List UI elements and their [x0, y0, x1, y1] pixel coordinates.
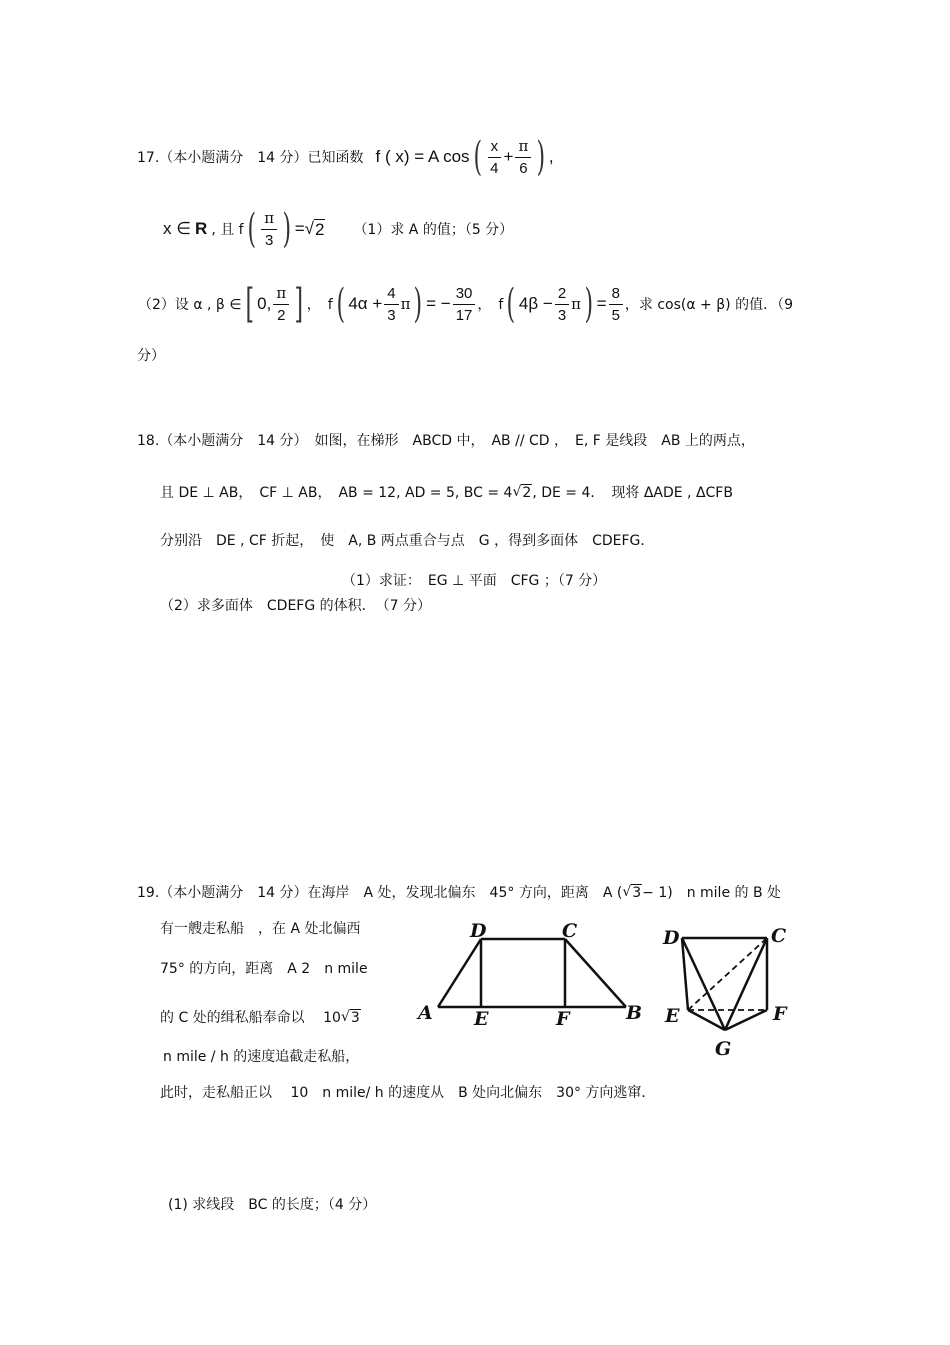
- q17-p2-d: ，求 cos(α + β) 的值．（9: [624, 297, 793, 313]
- sqrt-sign: √: [340, 1009, 350, 1025]
- q17-head: 17.（本小题满分 14 分）已知函数: [137, 150, 364, 166]
- q17-line3: [138, 280, 793, 328]
- label-G: G: [715, 1038, 732, 1060]
- bracket-right: ]: [294, 281, 304, 327]
- q18-line5: （2）求多面体 CDEFG 的体积． （7 分）: [160, 598, 432, 614]
- q17-frac-x4: $\frac{x}{4}$: [487, 138, 501, 177]
- q19-line5: n mile / h 的速度追截走私船，: [163, 1049, 360, 1065]
- q19-line2: 有一艘走私船 ，在 A 处北偏西: [160, 921, 361, 937]
- q19-line1: [137, 882, 781, 902]
- paren-left: (: [336, 281, 345, 327]
- paren-left: (: [473, 134, 482, 180]
- sqrt-sign: √: [304, 219, 314, 238]
- q18-l2-b: , DE = 4． 现将 ΔADE , ΔCFB: [532, 485, 733, 501]
- q19-l4-a: 的 C 处的缉私船奉命以 10: [160, 1010, 341, 1026]
- polyhedron-figure: [655, 918, 795, 1063]
- q17-frac-pi6: $\frac{\pi}{6}$: [515, 138, 531, 177]
- x-in: x ∈: [163, 219, 192, 238]
- label-D2: D: [663, 927, 680, 949]
- frac-pi2: $\frac{\pi}{2}$: [273, 285, 289, 324]
- paren-right: ): [282, 206, 292, 252]
- q18-line2: [160, 482, 733, 502]
- q17-line2: [163, 206, 513, 252]
- and-f: , 且 f: [211, 222, 244, 238]
- sqrt-2: 2: [314, 219, 325, 239]
- paren-left: (: [247, 206, 256, 252]
- q17-p2-c: ， f: [477, 297, 504, 313]
- label-C2: C: [771, 925, 787, 947]
- label-F: F: [556, 1008, 570, 1030]
- sqrt-3: 3: [350, 1009, 360, 1026]
- plus: +: [503, 147, 514, 166]
- bracket-left: [: [245, 281, 254, 327]
- q19-line3: 75° 的方向，距离 A 2 n mile: [160, 961, 368, 977]
- comma: ,: [548, 147, 554, 166]
- label-F2: F: [773, 1003, 787, 1025]
- paren-right: ): [413, 281, 423, 327]
- label-A: A: [418, 1002, 433, 1024]
- frac-43: $\frac{4}{3}$: [384, 285, 398, 324]
- q18-line3: 分别沿 DE , CF 折起， 使 A, B 两点重合与点 G ，得到多面体 CDEFG．: [160, 533, 655, 549]
- real-set: R: [195, 219, 208, 238]
- q17-func-lhs: f ( x) = A cos: [375, 147, 470, 166]
- q18-line4: （1）求证： EG ⊥ 平面 CFG ；（7 分）: [342, 573, 607, 589]
- label-C: C: [562, 920, 578, 942]
- label-D: D: [470, 920, 487, 942]
- sqrt-sign: √: [622, 884, 632, 900]
- q19-l1-b: − 1) n mile 的 B 处: [642, 885, 782, 901]
- interval-0: 0,: [257, 294, 272, 313]
- frac-23: $\frac{2}{3}$: [555, 285, 569, 324]
- q17-p2-a: （2）设 α , β ∈: [138, 297, 242, 313]
- equals-minus: = −: [426, 294, 451, 313]
- pi: π: [571, 295, 582, 313]
- q17-p2-tail: 分）: [137, 348, 165, 364]
- pi: π: [400, 295, 411, 313]
- four-alpha: 4α +: [348, 294, 383, 313]
- q18-line1: 18.（本小题满分 14 分） 如图，在梯形 ABCD 中， AB // CD ， E, F 是线段 AB 上的两点，: [137, 433, 755, 449]
- q19-line6: 此时，走私船正以 10 n mile/ h 的速度从 B 处向北偏东 30° 方向逃窜．: [160, 1085, 656, 1101]
- q18-l2-a: 且 DE ⊥ AB， CF ⊥ AB， AB = 12, AD = 5, BC = 4: [160, 485, 513, 501]
- q19-line4: [160, 1007, 361, 1027]
- frac-30-17: $\frac{30}{17}$: [453, 285, 476, 324]
- sqrt-sign: √: [512, 484, 522, 500]
- equals: =: [596, 294, 607, 313]
- paren-right: ): [536, 134, 546, 180]
- label-E2: E: [665, 1005, 680, 1027]
- q19-line7: (1) 求线段 BC 的长度；（4 分）: [168, 1197, 377, 1213]
- q19-l1-a: 19.（本小题满分 14 分）在海岸 A 处，发现北偏东 45° 方向，距离 A (: [137, 885, 623, 901]
- q17-line1: [137, 134, 554, 180]
- frac-8-5: $\frac{8}{5}$: [609, 285, 623, 324]
- four-beta: 4β −: [518, 294, 553, 313]
- sqrt-3: 3: [632, 884, 642, 901]
- paren-left: (: [506, 281, 516, 327]
- equals: =: [294, 219, 305, 238]
- label-B: B: [626, 1002, 643, 1024]
- q17-frac-pi3: $\frac{\pi}{3}$: [261, 210, 277, 249]
- q17-p2-b: ， f: [306, 297, 333, 313]
- sqrt-2: 2: [522, 484, 532, 501]
- label-E: E: [474, 1008, 489, 1030]
- q17-part1: （1）求 A 的值；（5 分）: [353, 222, 514, 238]
- trapezoid-figure: [410, 915, 650, 1030]
- paren-right: ): [584, 281, 594, 327]
